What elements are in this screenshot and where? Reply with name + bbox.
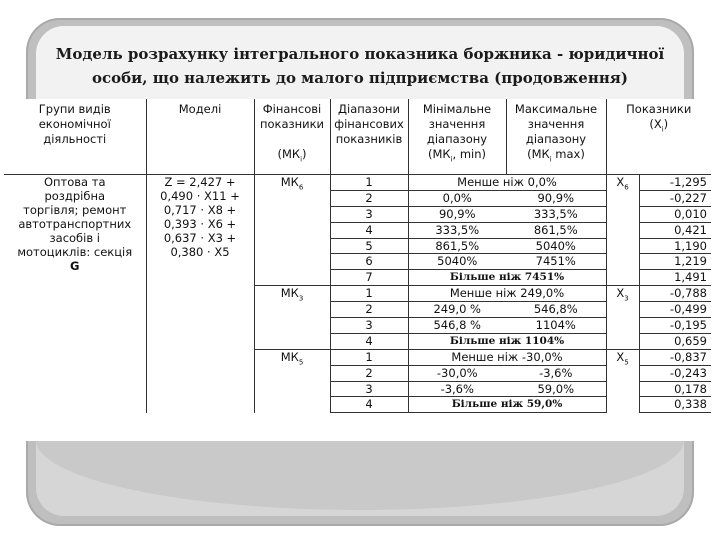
indicator-value-cell: 0,659	[639, 333, 711, 349]
table-body	[4, 175, 711, 413]
group-line: мотоциклів: секція	[17, 245, 133, 259]
range-span-cell: Більше ніж 7451%	[408, 270, 606, 286]
range-number-cell: 7	[330, 270, 408, 286]
indicator-value-cell: -0,499	[639, 302, 711, 318]
indicator-table-wrap	[4, 99, 711, 441]
model-line: 0,393 · X6 +	[163, 217, 237, 231]
group-section-letter: G	[70, 259, 80, 273]
range-number-cell: 1	[330, 175, 408, 191]
header-groups: Групи видів економічної діяльності	[4, 99, 146, 175]
range-min-cell: -3,6%	[408, 381, 506, 397]
range-min-cell: 861,5%	[408, 238, 506, 254]
header-min: Мінімальне значення діапазону ($МК_i$, min)	[408, 99, 506, 175]
group-cell	[4, 175, 146, 413]
header-ranges: Діапазони фінансових показників	[330, 99, 408, 175]
indicator-value-cell: -0,788	[639, 286, 711, 302]
range-number-cell: 3	[330, 381, 408, 397]
group-line: роздрібна	[44, 189, 106, 203]
range-number-cell: 5	[330, 238, 408, 254]
indicator-value-cell: -0,227	[639, 190, 711, 206]
indicator-table	[4, 99, 711, 413]
range-min-cell: 0,0%	[408, 190, 506, 206]
range-number-cell: 4	[330, 333, 408, 349]
indicator-value-cell: 1,491	[639, 270, 711, 286]
indicator-value-cell: -0,243	[639, 365, 711, 381]
indicator-value-cell: 1,219	[639, 254, 711, 270]
range-number-cell: 2	[330, 365, 408, 381]
range-number-cell: 2	[330, 302, 408, 318]
group-line: Оптова та	[43, 175, 106, 189]
header-max: Максимальне значення діапазону ($МК_i$ max)	[506, 99, 606, 175]
range-number-cell: 3	[330, 318, 408, 334]
header-row	[4, 99, 711, 175]
indicator-value-cell: 0,178	[639, 381, 711, 397]
range-max-cell: 333,5%	[506, 206, 606, 222]
indicator-x-cell: $X_3$	[606, 286, 639, 350]
range-max-cell: 861,5%	[506, 222, 606, 238]
range-min-cell: 333,5%	[408, 222, 506, 238]
range-min-cell: 546,8 %	[408, 318, 506, 334]
range-min-cell: -30,0%	[408, 365, 506, 381]
financial-indicator-cell: $МК_5$	[254, 349, 330, 413]
range-span-cell: Менше ніж -30,0%	[408, 349, 606, 365]
range-max-cell: 5040%	[506, 238, 606, 254]
range-number-cell: 1	[330, 349, 408, 365]
indicator-x-cell: $X_5$	[606, 349, 639, 413]
range-number-cell: 4	[330, 397, 408, 413]
slide-title: Модель розрахунку інтегрального показника боржника - юридичної особи, що належить до малого підприємства (продовження)	[55, 45, 665, 87]
model-line: Z = 2,427 +	[164, 175, 236, 189]
range-min-cell: 249,0 %	[408, 302, 506, 318]
group-line: автотранспортних	[18, 217, 132, 231]
indicator-value-cell: -0,837	[639, 349, 711, 365]
group-line: засобів і	[49, 231, 100, 245]
group-line: торгівля; ремонт	[23, 203, 127, 217]
header-financial: Фінансові показники $(МК_i)$	[254, 99, 330, 175]
indicator-value-cell: 0,421	[639, 222, 711, 238]
model-line: 0,380 · X5	[170, 245, 230, 259]
range-span-cell: Менше ніж 0,0%	[408, 175, 606, 191]
range-number-cell: 2	[330, 190, 408, 206]
range-max-cell: 7451%	[506, 254, 606, 270]
header-models: Моделі	[146, 99, 254, 175]
range-span-cell: Менше ніж 249,0%	[408, 286, 606, 302]
range-number-cell: 1	[330, 286, 408, 302]
table-row	[4, 175, 711, 191]
indicator-value-cell: 1,190	[639, 238, 711, 254]
indicator-x-cell: $X_6$	[606, 175, 639, 286]
range-max-cell: 1104%	[506, 318, 606, 334]
indicator-value-cell: -0,195	[639, 318, 711, 334]
range-max-cell: 90,9%	[506, 190, 606, 206]
financial-indicator-cell: $МК_6$	[254, 175, 330, 286]
model-cell	[146, 175, 254, 413]
range-min-cell: 90,9%	[408, 206, 506, 222]
indicator-value-cell: 0,010	[639, 206, 711, 222]
range-number-cell: 4	[330, 222, 408, 238]
range-max-cell: 546,8%	[506, 302, 606, 318]
range-span-cell: Більше ніж 59,0%	[408, 397, 606, 413]
financial-indicator-cell: $МК_3$	[254, 286, 330, 350]
range-number-cell: 3	[330, 206, 408, 222]
range-span-cell: Більше ніж 1104%	[408, 333, 606, 349]
model-line: 0,490 · X11 +	[160, 189, 240, 203]
range-number-cell: 6	[330, 254, 408, 270]
indicator-value-cell: 0,338	[639, 397, 711, 413]
range-min-cell: 5040%	[408, 254, 506, 270]
range-max-cell: 59,0%	[506, 381, 606, 397]
range-max-cell: -3,6%	[506, 365, 606, 381]
model-line: 0,717 · X8 +	[163, 203, 237, 217]
header-indicators: Показники $(X_i)$	[606, 99, 711, 175]
indicator-value-cell: -1,295	[639, 175, 711, 191]
model-line: 0,637 · X3 +	[163, 231, 237, 245]
